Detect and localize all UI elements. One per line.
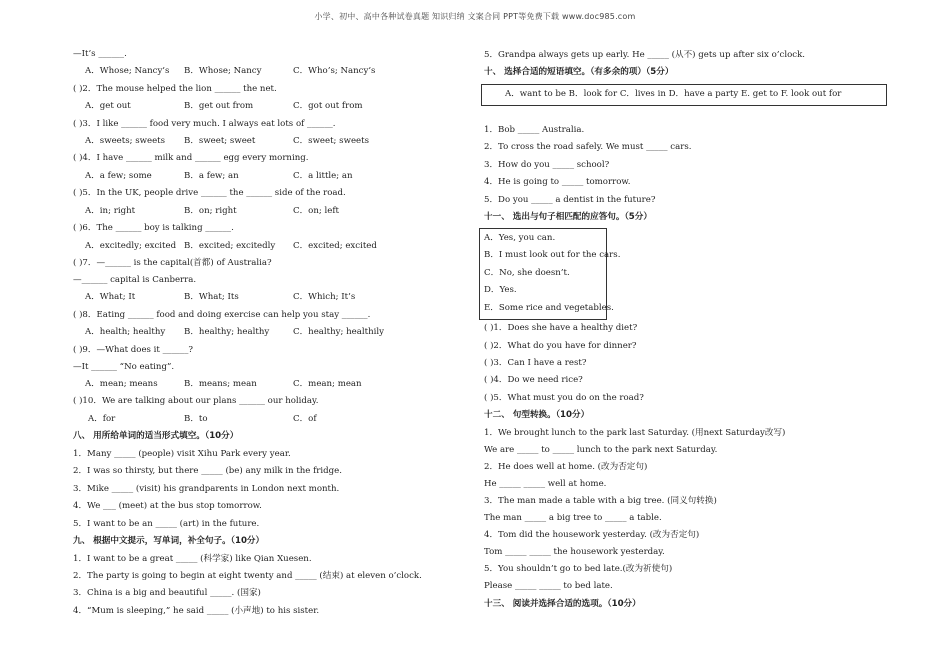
option-c: C．excited; excited	[293, 241, 377, 251]
answer-option: D．Yes.	[484, 285, 517, 295]
item: 1．Many _____ (people) visit Xihu Park every year.	[73, 449, 291, 459]
option-a: A．in; right	[85, 206, 136, 216]
item: 2．He does well at home. (改为否定句)	[484, 462, 648, 472]
item: 3．How do you _____ school?	[484, 160, 610, 170]
option-a: A．What; It	[85, 292, 136, 302]
option-b: B．to	[184, 414, 208, 424]
item: 2．I was so thirsty, but there _____ (be) any milk in the fridge.	[73, 466, 342, 476]
option-a: A．get out	[85, 101, 131, 111]
option-c: C．sweet; sweets	[293, 136, 369, 146]
option-b: B．on; right	[184, 206, 237, 216]
question: ( )5．In the UK, people drive ______ the ______ side of the road.	[73, 188, 346, 198]
option-c: C．Who’s; Nancy’s	[293, 66, 376, 76]
section-heading: 十一、 选出与句子相匹配的应答句。（5分）	[484, 212, 652, 222]
item: He _____ _____ well at home.	[484, 479, 607, 489]
option-a: A．for	[88, 414, 116, 424]
phrase-box	[481, 84, 887, 106]
section-heading: 十、 选择合适的短语填空。（有多余的项）（5分）	[484, 67, 674, 77]
item: 2．The party is going to begin at eight twenty and _____ (结束) at eleven o’clock.	[73, 571, 422, 581]
option-a: A．health; healthy	[85, 327, 166, 337]
item: 1．Bob _____ Australia.	[484, 125, 585, 135]
question: ( )3．Can I have a rest?	[484, 358, 587, 368]
option-c: C．mean; mean	[293, 379, 362, 389]
question: ( )10．We are talking about our plans ______ our holiday.	[73, 396, 319, 406]
option-b: B．means; mean	[184, 379, 257, 389]
item: The man _____ a big tree to _____ a table.	[484, 513, 662, 523]
option-b: B．healthy; healthy	[184, 327, 270, 337]
option-c: C．healthy; healthily	[293, 327, 384, 337]
option-b: B．What; Its	[184, 292, 239, 302]
option-b: B．a few; an	[184, 171, 239, 181]
answer-option: A．Yes, you can.	[484, 233, 556, 243]
question: ( )2．The mouse helped the lion ______ the net.	[73, 84, 277, 94]
item: 5．I want to be an _____ (art) in the future.	[73, 519, 260, 529]
option-a: A．excitedly; excited	[85, 241, 177, 251]
item: 5．You shouldn’t go to bed late.(改为祈使句)	[484, 564, 673, 574]
option-c: C．a little; an	[293, 171, 353, 181]
question: ( )4．Do we need rice?	[484, 375, 583, 385]
item: Tom _____ _____ the housework yesterday.	[484, 547, 665, 557]
question: ( )8．Eating ______ food and doing exercise can help you stay ______.	[73, 310, 371, 320]
question: ( )6．The ______ boy is talking ______.	[73, 223, 234, 233]
question: ( )5．What must you do on the road?	[484, 393, 644, 403]
text-line: —It’s ______.	[73, 49, 127, 59]
item: 4．“Mum is sleeping,” he said _____ (小声地) to his sister.	[73, 606, 320, 616]
question: ( )3．I like ______ food very much. I always eat lots of ______.	[73, 119, 336, 129]
item: 4．Tom did the housework yesterday. (改为否定句)	[484, 530, 700, 540]
option-a: A．mean; means	[85, 379, 158, 389]
option-c: C．of	[293, 414, 317, 424]
item: 1．I want to be a great _____ (科学家) like Qian Xuesen.	[73, 554, 312, 564]
option-c: C．Which; It’s	[293, 292, 356, 302]
answer-option: C．No, she doesn’t.	[484, 268, 570, 278]
section-heading: 九、 根据中文提示，写单词，补全句子。（10分）	[73, 536, 265, 546]
item: 3．The man made a table with a big tree. (同义句转换)	[484, 496, 717, 506]
item: 4．He is going to _____ tomorrow.	[484, 177, 631, 187]
section-heading: 十三、 阅读并选择合适的选项。（10分）	[484, 599, 641, 609]
section-heading: 十二、 句型转换。（10分）	[484, 410, 590, 420]
option-b: B．sweet; sweet	[184, 136, 256, 146]
question: ( )4．I have ______ milk and ______ egg every morning.	[73, 153, 309, 163]
item: 1．We brought lunch to the park last Saturday. (用next Saturday改写)	[484, 428, 786, 438]
option-c: C．on; left	[293, 206, 339, 216]
option-a: A．a few; some	[85, 171, 152, 181]
item: 4．We ___ (meet) at the bus stop tomorrow.	[73, 501, 262, 511]
answer-option: B．I must look out for the cars.	[484, 250, 621, 260]
answer-option: E．Some rice and vegetables.	[484, 303, 614, 313]
page-header: 小学、初中、高中各种试卷真题 知识归纳 文案合同 PPT等免费下载 www.doc985.com	[314, 12, 636, 21]
text-line: —It ______ “No eating”.	[73, 362, 175, 372]
question: ( )9．—What does it ______?	[73, 345, 193, 355]
item: 5．Grandpa always gets up early. He _____ (从不) gets up after six o’clock.	[484, 50, 806, 60]
option-b: B．get out from	[184, 101, 254, 111]
option-b: B．Whose; Nancy	[184, 66, 262, 76]
item: We are _____ to _____ lunch to the park next Saturday.	[484, 445, 718, 455]
item: 2．To cross the road safely. We must _____ cars.	[484, 142, 692, 152]
phrase-options: A．want to be B．look for C．lives in D．have a party E. get to F. look out for	[505, 89, 842, 99]
option-b: B．excited; excitedly	[184, 241, 276, 251]
text-line: —______ capital is Canberra.	[73, 275, 197, 285]
option-a: A．Whose; Nancy’s	[85, 66, 170, 76]
section-heading: 八、 用所给单词的适当形式填空。（10分）	[73, 431, 239, 441]
question: ( )2．What do you have for dinner?	[484, 341, 637, 351]
item: 3．China is a big and beautiful _____. (国家)	[73, 588, 261, 598]
item: 3．Mike _____ (visit) his grandparents in London next month.	[73, 484, 340, 494]
question: ( )7．—______ is the capital(首都) of Australia?	[73, 258, 272, 268]
item: 5．Do you _____ a dentist in the future?	[484, 195, 656, 205]
item: Please _____ _____ to bed late.	[484, 581, 613, 591]
option-a: A．sweets; sweets	[85, 136, 166, 146]
option-c: C．got out from	[293, 101, 363, 111]
question: ( )1．Does she have a healthy diet?	[484, 323, 638, 333]
